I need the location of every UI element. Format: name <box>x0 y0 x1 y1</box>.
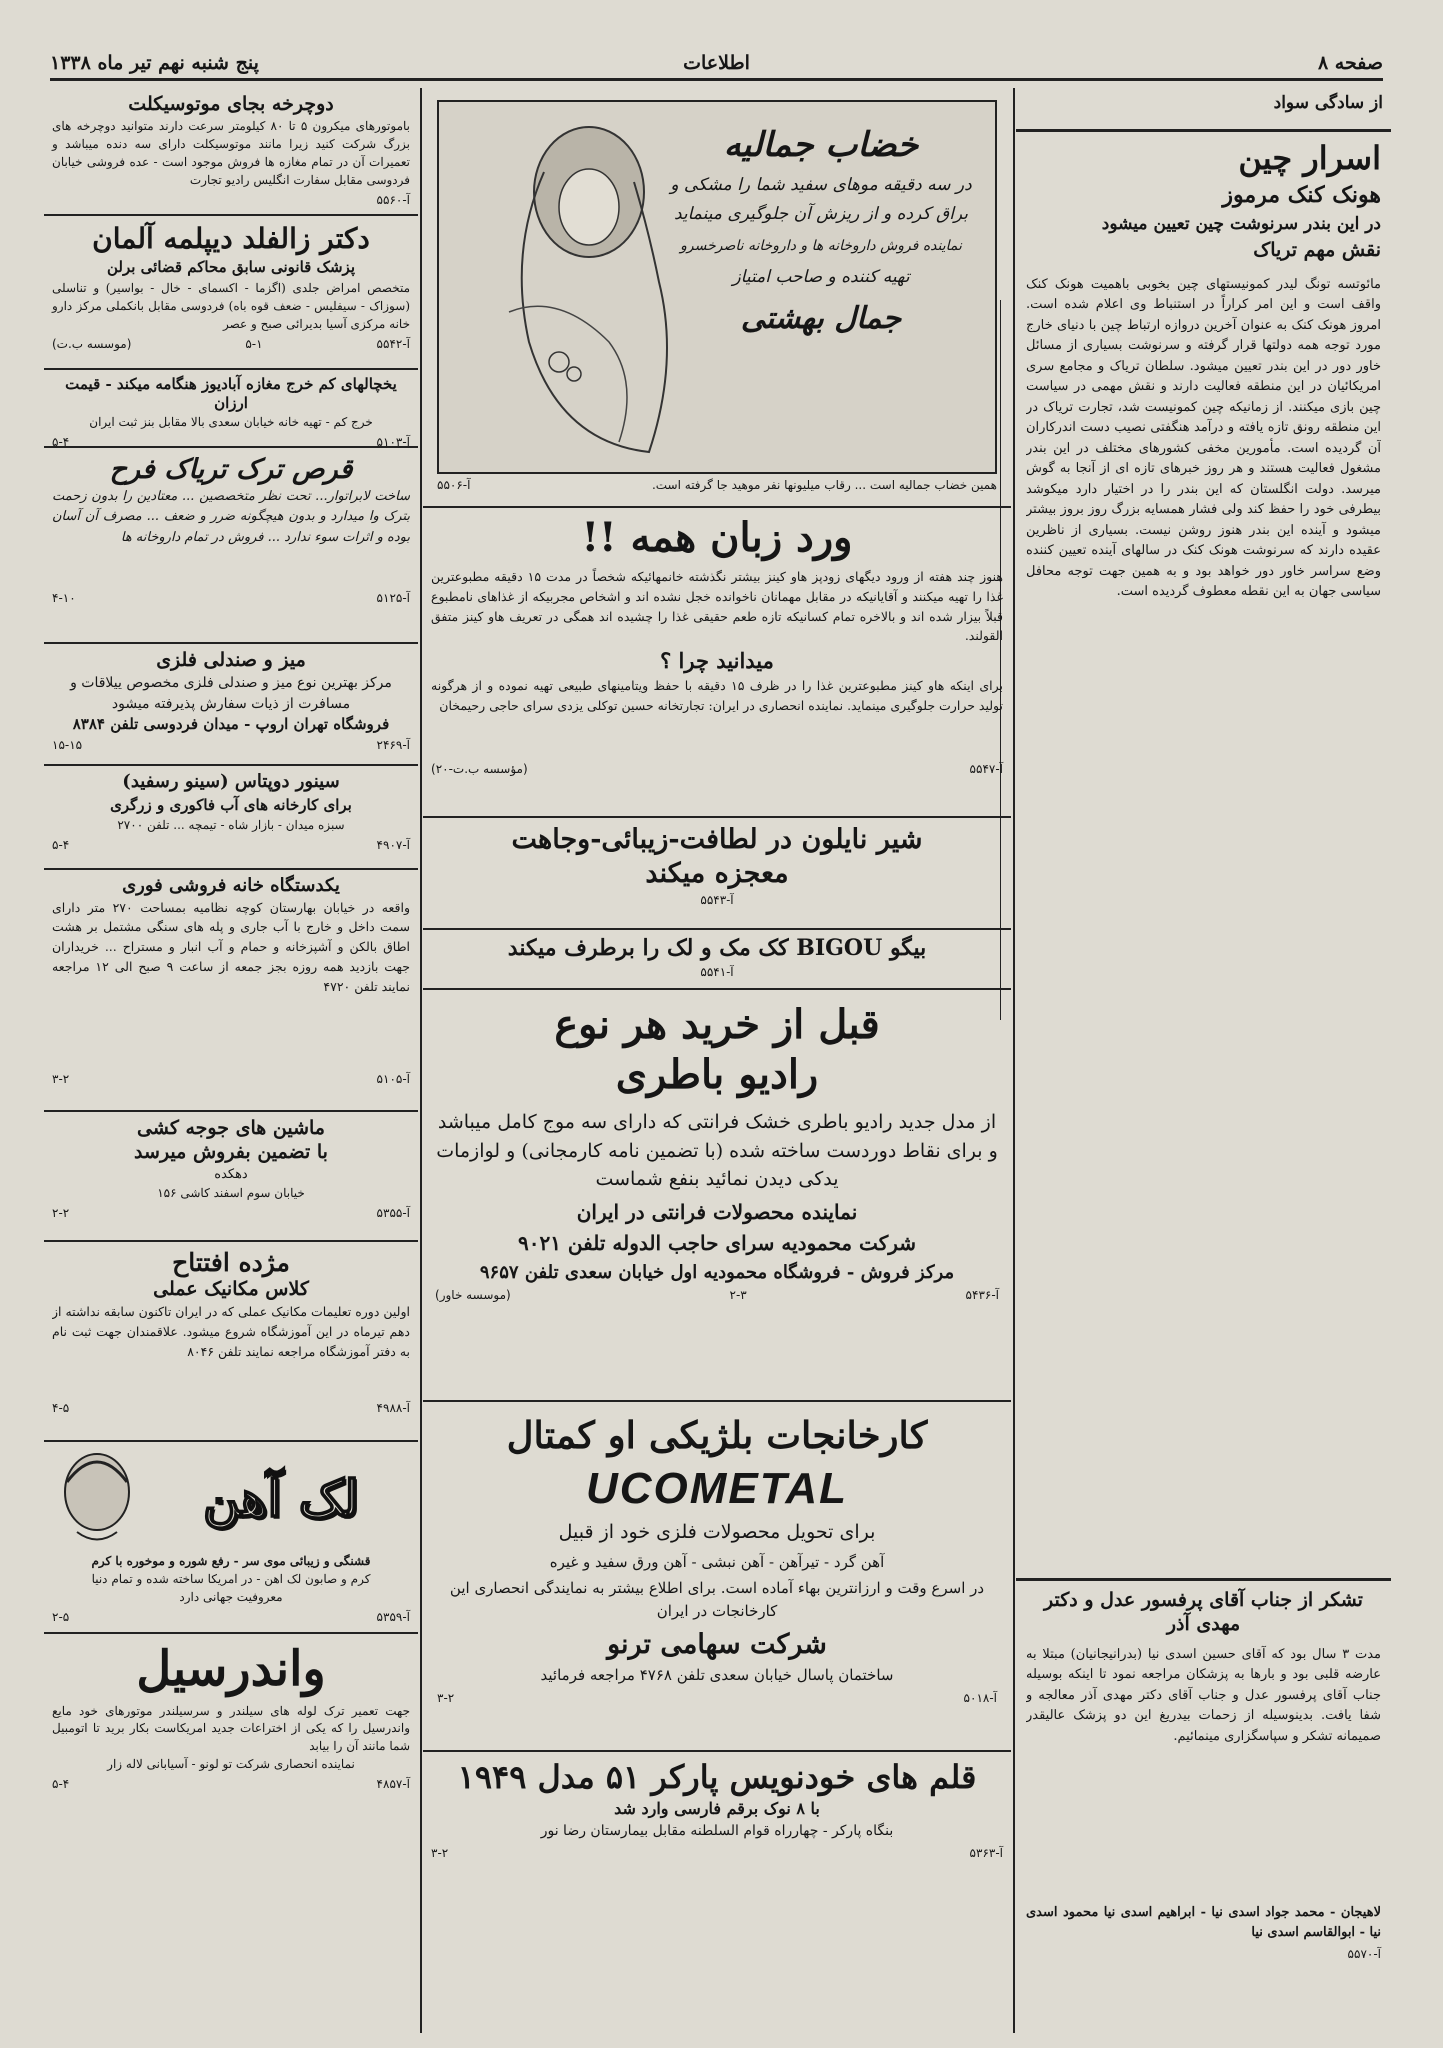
ucometal-title: کارخانجات بلژیکی او کمتال <box>506 1413 928 1457</box>
khezab-title: خضاب جمالیه <box>723 125 919 165</box>
doctor-footer <box>52 337 410 351</box>
issue-date: پنج شنبه نهم تیر ماه ۱۳۳۸ <box>50 52 259 74</box>
ad-code: آ-۵۵۴۲ <box>376 336 410 351</box>
wondersil-body: جهت تعمیر ترک لوله های سیلندر و سرسیلندر موتورهای خود مایع واندرسیل را که یکی از اختراعات جدید امریکاست بکار برید تا اتومبیل شما مانند آن را بیابد <box>52 1704 410 1753</box>
bike-body: باموتورهای میکرون ۵ تا ۸۰ کیلومتر سرعت دارند متوانید دوچرخه های بزرگ شرکت کنید زیرا مانند موتوسیکلت دارای سه دنده میباشد و تعمیرات آن در تمام مغازه ها فروش موجود است - عده فروشی خیابان فردوسی مقابل سفارت انگلیس رادیو تجارت <box>52 118 411 187</box>
article-subtitle: نقش مهم تریاک <box>1253 238 1381 261</box>
parker-address: بنگاه پارکر - چهارراه قوام السلطنه مقابل بیمارستان رضا نور <box>540 1823 894 1839</box>
radio-company: شرکت محمودیه سرای حاجب الدوله تلفن ۹۰۲۱ <box>517 1230 917 1255</box>
parker-sub: با ۸ نوک برقم فارسی وارد شد <box>614 1799 820 1818</box>
ad-wondersil <box>44 1634 418 1814</box>
khezab-text <box>661 124 981 338</box>
thanks-signers: لاهیجان - محمد جواد اسدی نیا - ابراهیم اسدی نیا محمود اسدی نیا - ابوالقاسم اسدی نیا <box>1026 1904 1381 1940</box>
ad-code: ۱۵-۱۵ <box>52 737 83 752</box>
sinor-body: سبزه میدان - بازار شاه - تیمچه ... تلفن ۲۷۰۰ <box>117 818 345 832</box>
parker-footer <box>431 1846 1003 1860</box>
ad-code: آ-۵۱۰۵ <box>376 1071 410 1086</box>
khezab-line: تهیه کننده و صاحب امتیاز <box>732 266 910 287</box>
ad-radio <box>423 990 1011 1402</box>
ad-house <box>44 870 418 1112</box>
sinor-title: سینور دوپتاس (سینو رسفید) <box>122 771 340 792</box>
mobel-shop: فروشگاه تهران اروپ - میدان فردوسی تلفن ۸۳۸۴ <box>72 714 390 733</box>
school-sub: کلاس مکانیک عملی <box>153 1278 309 1301</box>
ad-code: ۴-۱۰ <box>52 590 76 605</box>
school-footer <box>52 1401 410 1415</box>
column-rule <box>1013 88 1015 2033</box>
vird-question: میدانید چرا ؟ <box>660 648 774 673</box>
wondersil-title: واندرسیل <box>136 1641 326 1697</box>
ad-qors <box>44 448 418 644</box>
ucometal-items: آهن گرد - تیرآهن - آهن نبشی - آهن ورق سفید و غیره <box>549 1552 885 1571</box>
section-title: از سادگی سواد <box>1273 93 1383 113</box>
ad-code: آ-۵۳۶۳ <box>969 1846 1003 1860</box>
lakahan-footer <box>52 1610 410 1624</box>
ad-code: آ-۵۵۴۷ <box>969 762 1003 777</box>
ad-code: آ-۵۴۳۶ <box>965 1288 999 1302</box>
chick-sub: با تضمین بفروش میرسد <box>134 1140 328 1163</box>
khezab-line: در سه دقیقه موهای سفید شما را مشکی و <box>670 174 972 195</box>
ad-code: آ-۵۵۶۰ <box>376 192 410 207</box>
lakahan-logo: لک آهن <box>203 1469 359 1529</box>
doctor-title: دکتر زالفلد دیپلمه آلمان <box>92 222 370 255</box>
thanks-body: مدت ۳ سال بود که آقای حسین اسدی نیا (بدرانیجانیان) مبتلا به عارضه قلبی بود و بارها به پزشکان مراجعه نمود تا اینکه بوسیله جناب آقای پرفسور عدل و جناب آقای دکتر مهدی آذر معالجه و شفا یافت. بدینوسیله از زحمات بیدریغ این دو پزشک عالیقدر صمیمانه تشکر و سپاسگزاری مینمائیم. <box>1026 1646 1381 1744</box>
ad-code: آ-۲۴۶۹ <box>376 737 410 752</box>
ucometal-footer <box>437 1691 997 1705</box>
radio-title: رادیو باطری <box>615 1051 819 1098</box>
lakahan-header <box>52 1447 410 1552</box>
radio-footer <box>435 1288 999 1302</box>
ad-code: ۳-۲ <box>52 1071 70 1086</box>
chick-body: خیابان سوم اسفند کاشی ۱۵۶ <box>157 1186 305 1200</box>
khezab-footer <box>437 478 997 492</box>
school-title: مژده افتتاح <box>172 1248 290 1277</box>
radio-shop: مرکز فروش - فروشگاه محمودیه اول خیابان سعدی تلفن ۹۶۵۷ <box>479 1261 955 1283</box>
ad-code: ۴-۵ <box>52 1401 70 1415</box>
ucometal-logo: UCOMETAL <box>585 1464 849 1514</box>
ad-hawkins <box>423 508 1011 818</box>
mobel-footer <box>52 738 410 752</box>
ad-code: آ-۵۱۲۵ <box>376 590 410 605</box>
khezab-line: نماینده فروش داروخانه ها و داروخانه ناصرخسرو <box>680 237 962 254</box>
fridge-title: یخچالهای کم خرج مغازه آبادیوز هنگامه میکند - قیمت ارزان <box>65 375 397 412</box>
article-title: اسرار چین <box>1238 139 1381 177</box>
page-number: صفحه ۸ <box>1317 52 1383 74</box>
ad-bigou <box>423 930 1011 990</box>
wondersil-rep: نماینده انحصاری شرکت تو لونو - آسیابانی لاله زار <box>107 1757 355 1772</box>
right-column <box>1016 88 1391 2033</box>
vird-title: ورد زبان همه !! <box>581 514 853 561</box>
house-footer <box>52 1072 410 1086</box>
face-illustration <box>52 1447 142 1552</box>
bike-title: دوچرخه بجای موتوسیکلت <box>128 93 334 115</box>
khezab-line: براق کرده و از ریزش آن جلوگیری مینماید <box>673 204 969 224</box>
ad-agency: (موسسه خاور) <box>435 1288 511 1302</box>
ad-nylon <box>423 818 1011 930</box>
ad-fridge <box>44 370 418 448</box>
ad-code: آ-۵۰۱۸ <box>963 1690 997 1705</box>
ad-code: ۵-۴ <box>52 434 70 448</box>
qors-footer <box>52 591 410 605</box>
ad-ucometal <box>423 1402 1011 1752</box>
fridge-body: خرج کم - تهیه خانه خیابان سعدی بالا مقابل بنز ثبت ایران <box>89 414 373 429</box>
ad-furniture <box>44 644 418 766</box>
ad-code: آ-۵۵۰۶ <box>437 478 471 492</box>
vird-body: هنوز چند هفته از ورود دیگهای زودپز هاو کینز بیشتر نگذشته خانمهائیکه شخصاً در مدت ۱۵ دقیقه مطبوعترین غذا را تهیه میکنند و آقایانیکه در مقابل مهمانان ناخوانده خجل نشده اند و اشخاص مجربیکه از غذاهای نامطبوع قبلاً بیزار شده اند و بالاخره تمام کسانیکه تازه طعم حقیقی غذا را چشیده اند همگی در تعریف هاو کینز متفق القولند. <box>431 569 1003 644</box>
chick-title: ماشین های جوجه کشی <box>137 1117 325 1139</box>
khezab-frame <box>437 100 997 474</box>
doctor-body: متخصص امراض جلدی (اگزما - اکسمای - خال - بواسیر) و تناسلی (سوزاک - سیفلیس - ضعف قوه باه) فردوسی مقابل بانکملی مرکز دارو خانه مرکزی آسیا بدیرائی صبح و عصر <box>52 280 410 331</box>
ad-code: آ-۵۵۴۳ <box>700 892 734 907</box>
ad-school <box>44 1242 418 1442</box>
article <box>1016 132 1391 1645</box>
article-subtitle: هونک کنک مرموز <box>1222 182 1381 208</box>
ucometal-company: شرکت سهامی ترنو <box>607 1629 827 1661</box>
radio-title: قبل از خرید هر نوع <box>554 1001 880 1048</box>
ucometal-sub: برای تحویل محصولات فلزی خود از قبیل <box>558 1521 876 1544</box>
article-subtitle: در این بندر سرنوشت چین تعیین میشود <box>1101 213 1381 234</box>
ad-code: آ-۵۳۵۹ <box>376 1610 410 1624</box>
ad-code: آ-۴۸۵۷ <box>376 1777 410 1792</box>
ucometal-address: ساختمان پاسال خیابان سعدی تلفن ۴۷۶۸ مراجعه فرمائید <box>540 1666 894 1684</box>
paper-name: اطلاعات <box>683 52 750 74</box>
lakahan-body: کرم و صابون لک اهن - در امریکا ساخته شده و تمام دنیا <box>91 1572 371 1586</box>
house-body: واقعه در خیابان بهارستان کوچه نظامیه بمساحت ۲۷۰ متر دارای سمت داخل و خارج با آب جاری و پله های سنگی مشتمل بر هشت اطاق بالکن و آشپزخانه و حمام و آب انبار و مستراح ... خریداران جهت بازدید همه روزه بجز جمعه از ساعت ۹ صبح الی ۱۲ مراجعه نمایند تلفن ۴۷۲۰ <box>52 899 410 994</box>
sinor-footer <box>52 838 410 852</box>
page-header <box>50 48 1383 81</box>
left-column <box>44 88 418 2033</box>
ad-khezab <box>423 88 1011 508</box>
qors-title: قرص ترک تریاک فرح <box>109 454 353 485</box>
radio-body: از مدل جدید رادیو باطری خشک فرانتی که دارای سه موج کامل میباشد و برای نقاط دوردست ساخته شده (با تضمین نامه کارمجانی) و لوازمات یدکی دیدن نمائید بنفع شماست <box>436 1111 998 1190</box>
nylon-title: معجزه میکند <box>645 857 789 889</box>
ad-code: آ-۵۵۷۰ <box>1347 1946 1381 1961</box>
ad-doctor <box>44 216 418 370</box>
ad-bicycle <box>44 88 418 216</box>
section-header <box>1016 88 1391 132</box>
house-title: یکدستگاه خانه فروشی فوری <box>122 875 340 896</box>
sinor-sub: برای کارخانه های آب فاکوری و زرگری <box>110 795 352 814</box>
ad-code: ۵-۱ <box>245 336 263 351</box>
vird-body: برای اینکه هاو کینز مطبوعترین غذا را در ظرف ۱۵ دقیقه با حفظ ویتامینهای طبیعی تهیه نموده و از هرگونه تولید حرارت جلوگیری مینماید. نماینده انحصاری در ایران: تجارتخانه حسین توکلی یزدی سرای حاجی رحیمخان <box>431 678 1003 713</box>
nylon-title: شیر نایلون در لطافت-زیبائی-وجاهت <box>511 824 923 855</box>
thanks-notice <box>1016 1578 1391 1969</box>
chick-place: دهکده <box>214 1166 248 1182</box>
ad-code: ۵-۴ <box>52 838 70 852</box>
center-column <box>423 88 1011 2033</box>
mobel-title: میز و صندلی فلزی <box>156 649 306 671</box>
lakahan-body: معروفیت جهانی دارد <box>179 1590 283 1604</box>
woman-illustration <box>449 112 679 462</box>
ad-sinor <box>44 766 418 870</box>
qors-body: ساخت لابراتوار... تحت نظر متخصصین ... معتادین را بدون زحمت بترک وا میدارد و بدون هیچگونه ضرر و ضعف ... مصرف آن آسان بوده و اثرات سوء ندارد ... فروش در تمام داروخانه ها <box>52 488 410 545</box>
khezab-note: همین خضاب جمالیه است ... رقاب میلیونها نفر موهید جا گرفته است. <box>651 478 997 492</box>
ucometal-body: در اسرع وقت و ارزانترین بهاء آماده است. برای اطلاع بیشتر به نمایندگی انحصاری این کارخانجات در ایران <box>449 1579 985 1620</box>
ad-code: آ-۴۹۰۷ <box>376 838 410 852</box>
article-body-frame <box>1026 275 1381 1645</box>
school-body: اولین دوره تعلیمات مکانیک عملی که در ایران تاکنون سابقه نداشته از دهم تیرماه در این آموزشگاه شروع میشود. علاقمندان جهت ثبت نام به دفتر آموزشگاه مراجعه نمایند تلفن ۸۰۴۶ <box>52 1304 410 1359</box>
ad-code: ۲-۳ <box>729 1288 747 1302</box>
ad-code: آ-۵۵۴۱ <box>700 964 734 979</box>
mobel-body: مرکز بهترین نوع میز و صندلی فلزی مخصوص ییلاقات و مسافرت از ذیات سفارش پذیرفته میشود <box>70 674 392 712</box>
article-body: مائوتسه تونگ لیدر کمونیستهای چین بخوبی باهمیت هونک کنک واقف است و این امر کراراً در استنباط وی اعلام شده است. امروز هونک کنک به عنوان آخرین دروازه ارتباط چین با دنیای خارج مورد توجه همه دولتها قرار گرفته و سرنوشت بسیاری از مسائل خاور دور در این بندر تعیین میشود. سلطان تریاک و مجامع سری امریکائیان در این منطقه فعالیت دارند و نقش مهمی در سیاست چین بازی میکنند. از زمانیکه چین کمونیست شد، تجارت تریاک در این منطقه رونق تازه یافته و درآمد هنگفتی نصیب دست اندرکاران آن گردیده است. مأمورین مخفی کشورهای مختلف در این بندر مشغول فعالیت هستند و هر روز خبرهای تازه ای از آنجا به گوش میرسد. دولت انگلستان که این بندر را در اختیار دارد میکوشد بیطرفی خود را حفظ کند ولی فشار همسایه بزرگ روز بروز بیشتر میشود و آینده این بندر هنوز روشن نیست. بسیاری از ناظرین عقیده دارند که سرنوشت هونک کنک در سالهای آینده تعیین کننده وضع سراسر خاور دور خواهد بود و به همین جهت توجه محافل سیاسی جهان به این نقطه معطوف گردیده است. <box>1026 276 1381 600</box>
ad-code: آ-۵۱۰۳ <box>376 434 410 448</box>
column-rule <box>420 88 422 2033</box>
ad-code: ۲-۲ <box>52 1206 70 1220</box>
ad-agency: (موسسه ب.ت) <box>52 336 132 351</box>
radio-rep: نماینده محصولات فرانتی در ایران <box>576 1199 858 1224</box>
ad-code: ۲-۵ <box>52 1610 70 1624</box>
ad-incubator <box>44 1112 418 1242</box>
parker-title: قلم های خودنویس پارکر ۵۱ مدل ۱۹۴۹ <box>457 1758 977 1796</box>
wondersil-footer <box>52 1777 410 1791</box>
ad-lakahan <box>44 1442 418 1634</box>
ad-code: ۳-۲ <box>431 1846 449 1860</box>
bigou-title: بیگو BIGOU کک مک و لک را برطرف میکند <box>507 935 927 961</box>
doctor-sub: پزشک قانونی سابق محاکم قضائی برلن <box>107 258 355 276</box>
lakahan-body: قشنگی و زیبائی موی سر - رفع شوره و موخوره با کرم <box>91 1554 371 1568</box>
ad-parker <box>423 1752 1011 1882</box>
ad-code: ۵-۴ <box>52 1777 70 1792</box>
ad-code: ۳-۲ <box>437 1690 455 1705</box>
ad-code: آ-۴۹۸۸ <box>376 1401 410 1415</box>
khezab-name: جمال بهشتی <box>740 301 902 336</box>
vird-footer <box>431 762 1003 776</box>
fridge-footer <box>52 435 410 449</box>
ad-code: آ-۵۳۵۵ <box>376 1206 410 1220</box>
thanks-title: تشکر از جناب آقای پرفسور عدل و دکتر مهدی آذر <box>1044 1589 1363 1635</box>
chick-footer <box>52 1206 410 1220</box>
ad-agency: (مؤسسه ب.ت-۲۰) <box>431 762 528 777</box>
